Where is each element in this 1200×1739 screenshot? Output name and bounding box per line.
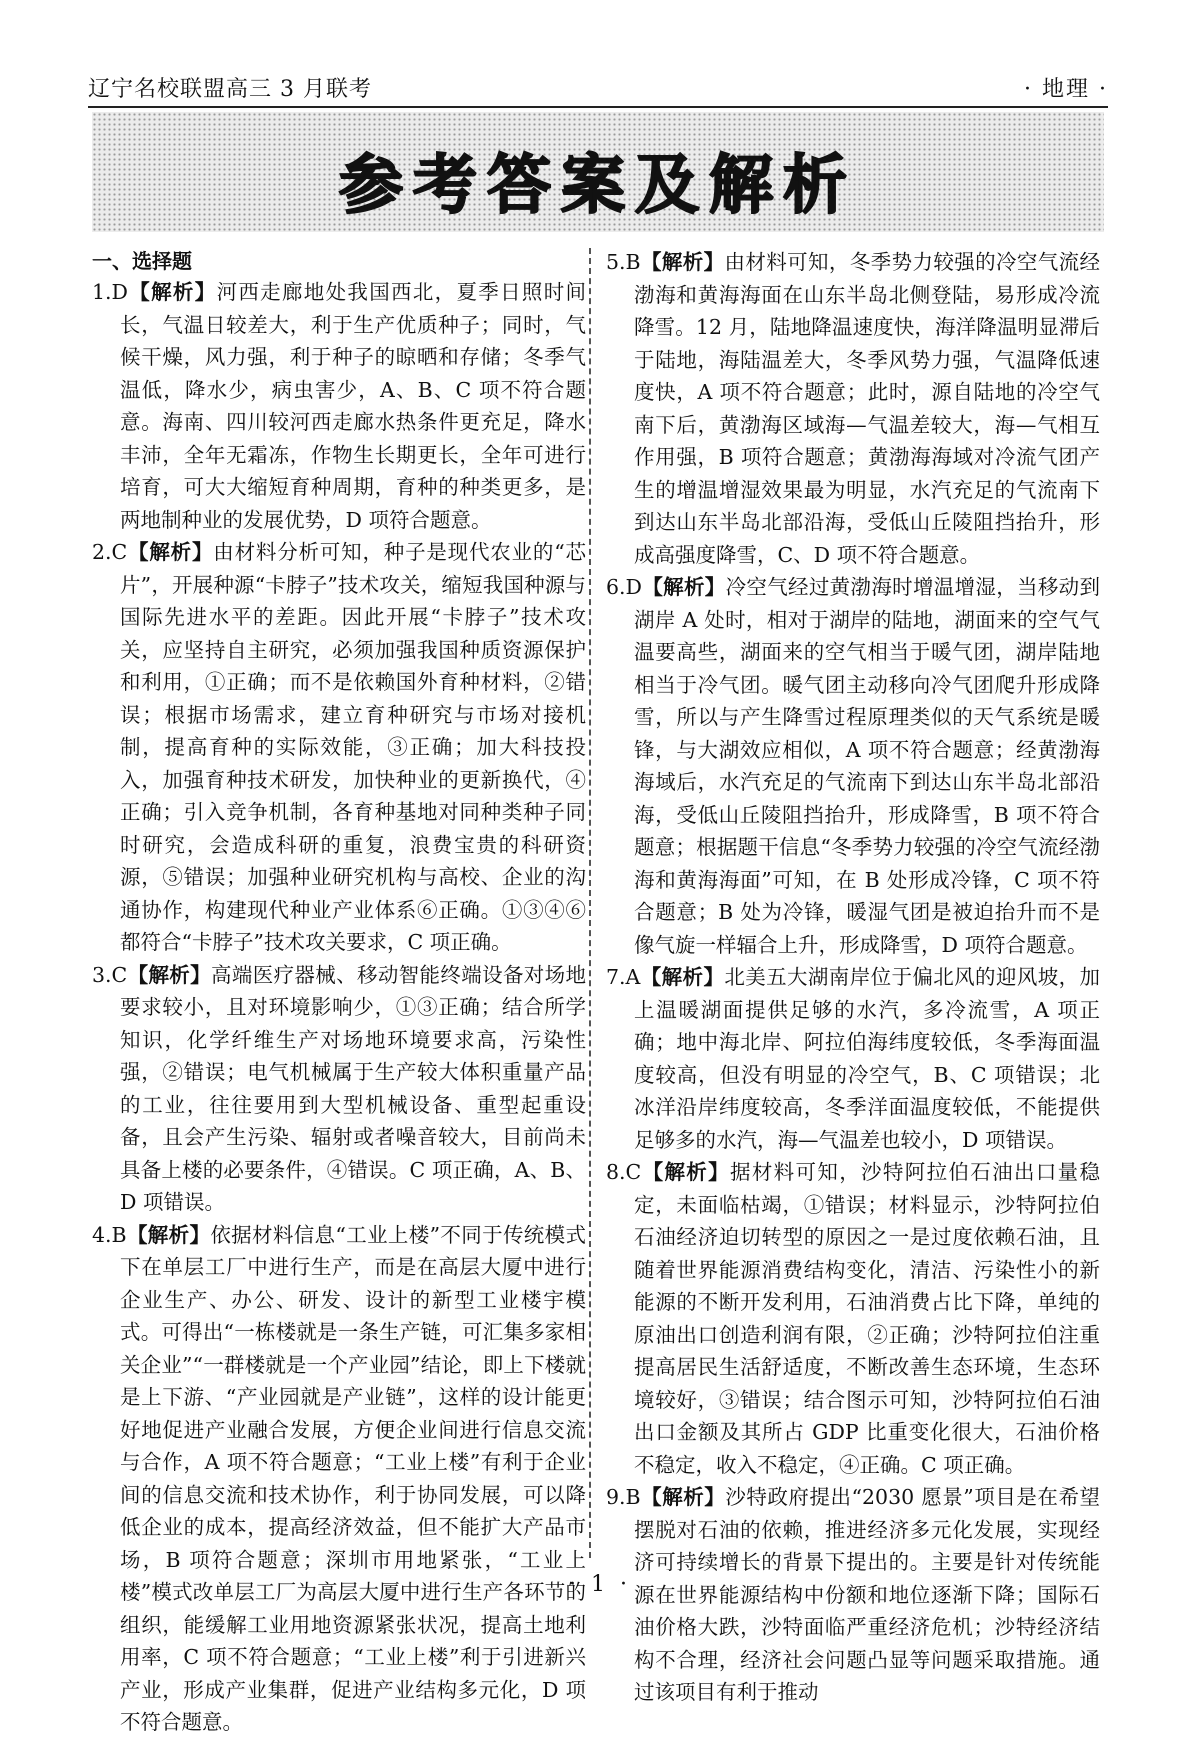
answer-text: 冷空气经过黄渤海时增温增湿，当移动到湖岸 A 处时，相对于湖岸的陆地，湖面来的空气气温要高些，湖面来的空气相当于暖气团，湖岸陆地相当于冷气团。暖气团主动移向冷气团爬升形成降雪，所以与产生降雪过程原理类似的天气系统是暖锋，与大湖效应相似，A 项不符合题意；经黄渤海海域后，水汽充足的气流南下到达山东半岛北部沿海，受低山丘陵阻挡抬升，形成降雪，B 项不符合题意；根据题干信息“冬季势力较强的冷空气流经渤海和黄海海面”可知，在 B 处形成冷锋，C 项不符合题意；B 处为冷锋，暖湿气团是被迫抬升而不是像气旋一样辐合上升，形成降雪，D 项符合题意。: [634, 575, 1101, 957]
analysis-tag: 【解析】: [640, 1485, 726, 1509]
answer-number: 8.C: [606, 1160, 642, 1184]
answer-text: 据材料可知，沙特阿拉伯石油出口量稳定，未面临枯竭，①错误；材料显示，沙特阿拉伯石油经济迫切转型的原因之一是过度依赖石油，且随着世界能源消费结构变化，清洁、污染性小的新能源的不断开发利用，石油消费占比下降，单纯的原油出口创造利润有限，②正确；沙特阿拉伯注重提高居民生活舒适度，不断改善生态环境，生态环境较好，③错误；结合图示可知，沙特阿拉伯石油出口金额及其所占 GDP 比重变化很大，石油价格不稳定，收入不稳定，④正确。C 项正确。: [634, 1160, 1101, 1477]
answer-number: 3.C: [92, 962, 128, 987]
analysis-tag: 【解析】: [640, 250, 725, 274]
answer-item-1: [92, 276, 586, 536]
answer-number: 6.D: [606, 575, 642, 599]
analysis-tag: 【解析】: [642, 575, 726, 599]
answer-number: 2.C: [92, 540, 128, 564]
answer-text: 依据材料信息“工业上楼”不同于传统模式下在单层工厂中进行生产，而是在高层大厦中进行企业生产、办公、研发、设计的新型工业楼宇模式。可得出“一栋楼就是一条生产链，可汇集多家相关企业”“一群楼就是一个产业园”结论，即上下楼就是上下游、“产业园就是产业链”，这样的设计能更好地促进产业融合发展，方便企业间进行信息交流与合作，A 项不符合题意；“工业上楼”有利于企业间的信息交流和技术协作，利于协同发展，可以降低企业的成本，提高经济效益，但不能扩大产品市场，B 项符合题意；深圳市用地紧张，“工业上楼”模式改单层工厂为高层大厦中进行生产各环节的组织，能缓解工业用地资源紧张状况，提高土地利用率，C 项不符合题意；“工业上楼”利于引进新兴产业，形成产业集群，促进产业结构多元化，D 项不符合题意。: [120, 1222, 586, 1734]
answer-text: 由材料可知，冬季势力较强的冷空气流经渤海和黄海海面在山东半岛北侧登陆，易形成冷流降雪。12 月，陆地降温速度快，海洋降温明显滞后于陆地，海陆温差大，冬季风势力强，气温降低速度快，A 项不符合题意；此时，源自陆地的冷空气南下后，黄渤海区域海—气温差较大，海—气相互作用强，B 项符合题意；黄渤海海域对冷流气团产生的增温增湿效果最为明显，水汽充足的气流南下到达山东半岛北部沿海，受低山丘陵阻挡抬升，形成高强度降雪，C、D 项不符合题意。: [634, 250, 1101, 567]
left-column: [92, 246, 586, 1739]
answer-item-4: [92, 1219, 586, 1739]
analysis-tag: 【解析】: [640, 965, 725, 989]
right-column: [606, 246, 1100, 1709]
analysis-tag: 【解析】: [641, 1160, 730, 1184]
answer-number: 9.B: [606, 1485, 641, 1509]
answer-number: 5.B: [606, 250, 641, 274]
answer-number: 7.A: [606, 965, 641, 989]
analysis-tag: 【解析】: [127, 962, 212, 987]
answer-text: 河西走廊地处我国西北，夏季日照时间长，气温日较差大，利于生产优质种子；同时，气候干燥，风力强，利于种子的晾晒和存储；冬季气温低，降水少，病虫害少，A、B、C 项不符合题意。海南、四川较河西走廊水热条件更充足，降水丰沛，全年无霜冻，作物生长期更长，全年可进行培育，可大大缩短育种周期，育种的种类更多，是两地制种业的发展优势，D 项符合题意。: [120, 280, 587, 532]
answer-item-3: [92, 959, 586, 1219]
page-number: · 1 ·: [569, 1572, 631, 1597]
answer-item-5: [606, 246, 1100, 571]
answer-number: 1.D: [92, 280, 128, 304]
exam-name: 辽宁名校联盟高三 3 月联考: [88, 77, 372, 102]
answer-text: 沙特政府提出“2030 愿景”项目是在希望摆脱对石油的依赖，推进经济多元化发展，实现经济可持续增长的背景下提出的。主要是针对传统能源在世界能源结构中份额和地位逐渐下降；国际石油价格大跌，沙特面临严重经济危机；沙特经济结构不合理，经济社会问题凸显等问题采取措施。通过该项目有利于推动: [634, 1485, 1100, 1704]
answer-item-2: [92, 536, 586, 959]
analysis-tag: 【解析】: [127, 540, 214, 564]
section-title: 一、选择题: [92, 249, 192, 273]
answer-item-6: [606, 571, 1100, 961]
answer-text: 北美五大湖南岸位于偏北风的迎风坡，加上温暖湖面提供足够的水汽，多冷流雪，A 项正确；地中海北岸、阿拉伯海纬度较低，冬季海面温度较高，但没有明显的冷空气，B、C 项错误；北冰洋沿岸纬度较高，冬季洋面温度较低，不能提供足够多的水汽，海—气温差也较小，D 项错误。: [634, 965, 1101, 1152]
page-header: [88, 66, 1108, 108]
column-divider: [589, 248, 591, 1558]
subject-label: · 地理 ·: [1024, 77, 1108, 102]
answer-text: 由材料分析可知，种子是现代农业的“芯片”，开展种源“卡脖子”技术攻关，缩短我国种源与国际先进水平的差距。因此开展“卡脖子”技术攻关，应坚持自主研究，必须加强我国种质资源保护和利用，①正确；而不是依赖国外育种材料，②错误；根据市场需求，建立育种研究与市场对接机制，提高育种的实际效能，③正确；加大科技投入，加强育种技术研发，加快种业的更新换代，④正确；引入竞争机制，各育种基地对同种类种子同时研究，会造成科研的重复，浪费宝贵的科研资源，⑤错误；加强种业研究机构与高校、企业的沟通协作，构建现代种业产业体系⑥正确。①③④⑥都符合“卡脖子”技术攻关要求，C 项正确。: [120, 540, 587, 954]
answer-item-7: [606, 961, 1100, 1156]
analysis-tag: 【解析】: [128, 280, 217, 304]
analysis-tag: 【解析】: [126, 1222, 211, 1247]
title-banner: [92, 112, 1104, 232]
answer-text: 高端医疗器械、移动智能终端设备对场地要求较小，且对环境影响少，①③正确；结合所学知识，化学纤维生产对场地环境要求高，污染性强，②错误；电气机械属于生产较大体积重量产品的工业，往往要用到大型机械设备、重型起重设备，且会产生污染、辐射或者噪音较大，目前尚未具备上楼的必要条件，④错误。C 项正确，A、B、D 项错误。: [120, 962, 587, 1214]
page-title: 参考答案及解析: [339, 149, 857, 223]
answer-number: 4.B: [92, 1222, 127, 1247]
answer-item-8: [606, 1156, 1100, 1481]
